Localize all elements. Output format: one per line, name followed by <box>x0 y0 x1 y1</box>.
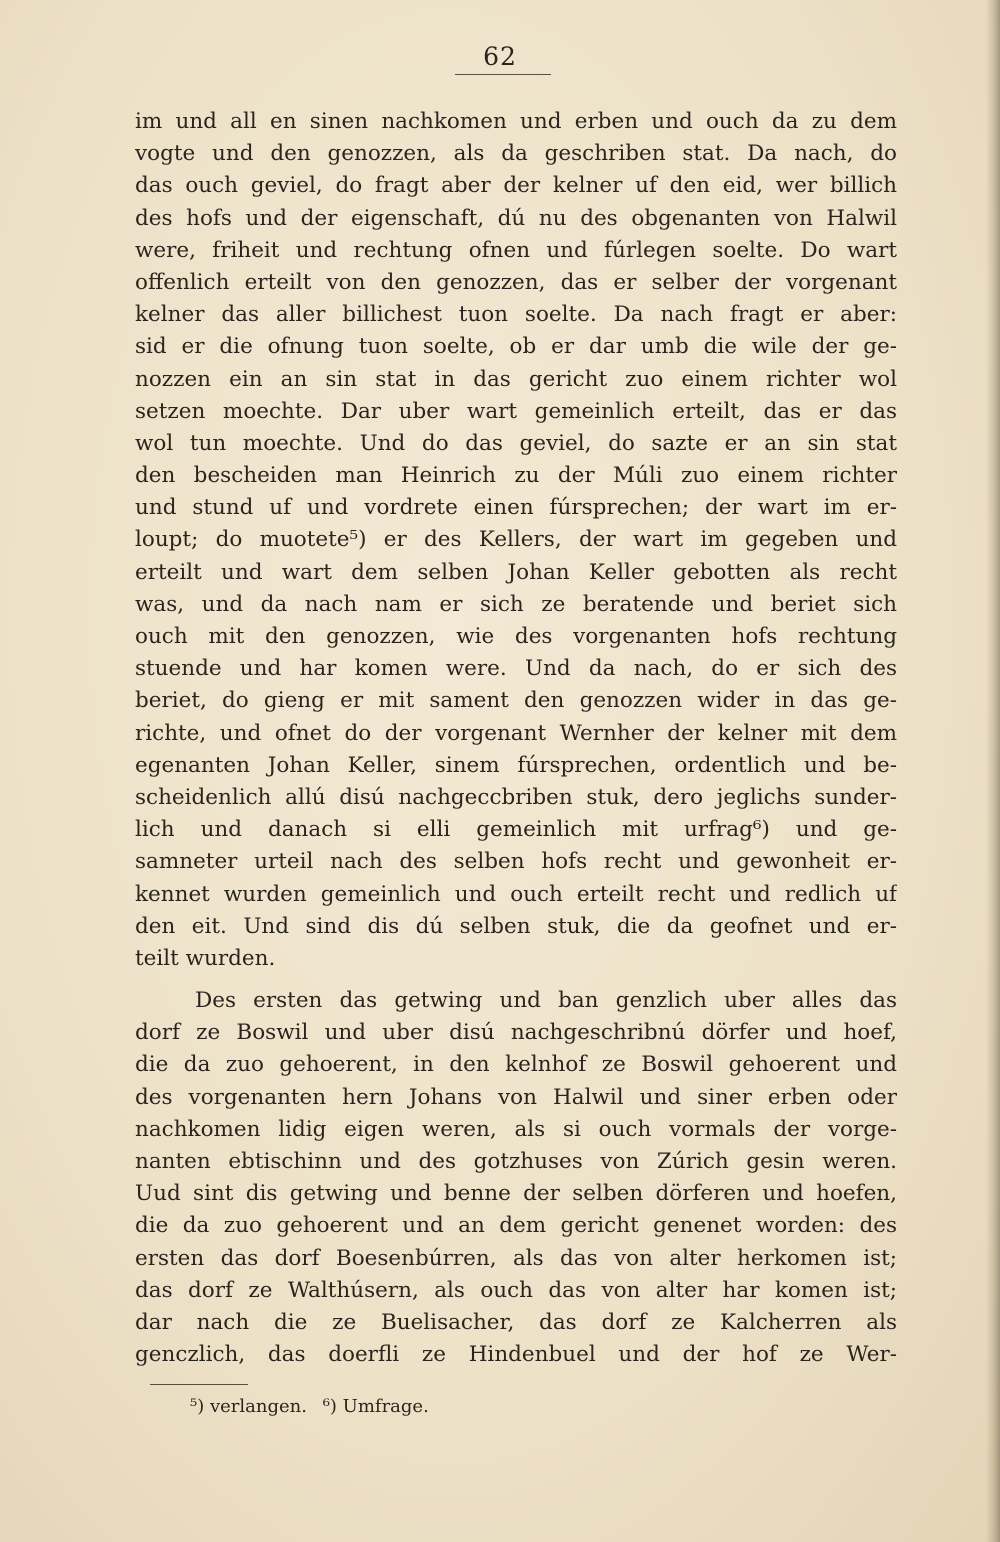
text-line: des vorgenanten hern Johans von Halwil und siner erben oder <box>135 1084 897 1110</box>
text-line: richte, und ofnet do der vorgenant Wernher der kelner mit dem <box>135 720 897 746</box>
text-line: vogte und den genozzen, als da geschriben stat. Da nach, do <box>135 141 897 167</box>
page-edge-shadow <box>986 0 1000 1542</box>
text-line: den eit. Und sind dis dú selben stuk, die da geofnet und er- <box>135 913 897 939</box>
text-line: Uud sint dis getwing und benne der selben dörferen und hoefen, <box>135 1181 897 1207</box>
text-line: teilt wurden. <box>135 945 276 971</box>
text-line: dorf ze Boswil und uber disú nachgeschribnú dörfer und hoef, <box>135 1020 897 1046</box>
paragraph-gap <box>135 975 897 985</box>
text-line: Des ersten das getwing und ban genzlich uber alles das <box>195 988 897 1014</box>
text-line: nozzen ein an sin stat in das gericht zuo einem richter wol <box>135 366 897 392</box>
text-line: scheidenlich allú disú nachgeccbriben stuk, dero jeglichs sunder- <box>135 784 897 810</box>
text-line: sid er die ofnung tuon soelte, ob er dar umb die wile der ge- <box>135 334 897 360</box>
text-line: setzen moechte. Dar uber wart gemeinlich erteilt, das er das <box>135 398 897 424</box>
text-line: ouch mit den genozzen, wie des vorgenanten hofs rechtung <box>135 624 897 649</box>
paragraph-1 <box>135 106 897 975</box>
header-rule <box>455 74 551 75</box>
text-line: den bescheiden man Heinrich zu der Múli zuo einem richter <box>135 463 897 489</box>
paragraph-2 <box>135 985 897 1371</box>
text-line: die da zuo gehoerent und an dem gericht genenet worden: des <box>135 1213 897 1239</box>
text-line: was, und da nach nam er sich ze beratende und beriet sich <box>135 591 897 617</box>
text-line: genczlich, das doerfli ze Hindenbuel und der hof ze Wer- <box>135 1342 897 1368</box>
text-line: offenlich erteilt von den genozzen, das er selber der vorgenant <box>135 269 897 295</box>
text-line: das ouch geviel, do fragt aber der kelner uf den eid, wer billich <box>135 173 897 199</box>
text-line: nachkomen lidig eigen weren, als si ouch vormals der vorge- <box>135 1116 897 1142</box>
text-line: und stund uf und vordrete einen fúrsprechen; der wart im er- <box>135 495 897 521</box>
text-line: nanten ebtischinn und des gotzhuses von Zúrich gesin weren. <box>135 1149 897 1174</box>
footnote-6: ⁶) Umfrage. <box>322 1396 429 1417</box>
footnote-5: ⁵) verlangen. <box>190 1396 307 1417</box>
text-line: loupt; do muotete⁵) er des Kellers, der wart im gegeben und <box>135 527 897 553</box>
text-line: das dorf ze Walthúsern, als ouch das von alter har komen ist; <box>135 1277 897 1303</box>
text-line: wol tun moechte. Und do das geviel, do sazte er an sin stat <box>135 430 897 456</box>
text-line: lich und danach si elli gemeinlich mit urfrag⁶) und ge- <box>135 817 897 843</box>
text-line: dar nach die ze Buelisacher, das dorf ze Kalcherren als <box>135 1309 897 1335</box>
body-text <box>135 106 897 1371</box>
text-line: erteilt und wart dem selben Johan Keller gebotten als recht <box>135 559 897 585</box>
text-line: des hofs und der eigenschaft, dú nu des obgenanten von Halwil <box>135 205 897 231</box>
text-line: were, friheit und rechtung ofnen und fúrlegen soelte. Do wart <box>135 237 897 263</box>
page-number: 62 <box>483 42 517 71</box>
text-line: kelner das aller billichest tuon soelte. Da nach fragt er aber: <box>135 302 897 328</box>
footnote-rule <box>150 1384 248 1385</box>
footnotes <box>190 1392 790 1422</box>
text-line: ersten das dorf Boesenbúrren, als das von alter herkomen ist; <box>135 1245 897 1271</box>
text-line: die da zuo gehoerent, in den kelnhof ze Boswil gehoerent und <box>135 1052 897 1078</box>
text-line: egenanten Johan Keller, sinem fúrsprechen, ordentlich und be- <box>135 752 897 778</box>
text-line: im und all en sinen nachkomen und erben und ouch da zu dem <box>135 109 897 134</box>
text-line: kennet wurden gemeinlich und ouch erteilt recht und redlich uf <box>135 881 897 907</box>
text-line: beriet, do gieng er mit sament den genozzen wider in das ge- <box>135 688 897 714</box>
text-line: samneter urteil nach des selben hofs recht und gewonheit er- <box>135 849 897 875</box>
text-line: stuende und har komen were. Und da nach, do er sich des <box>135 656 897 682</box>
